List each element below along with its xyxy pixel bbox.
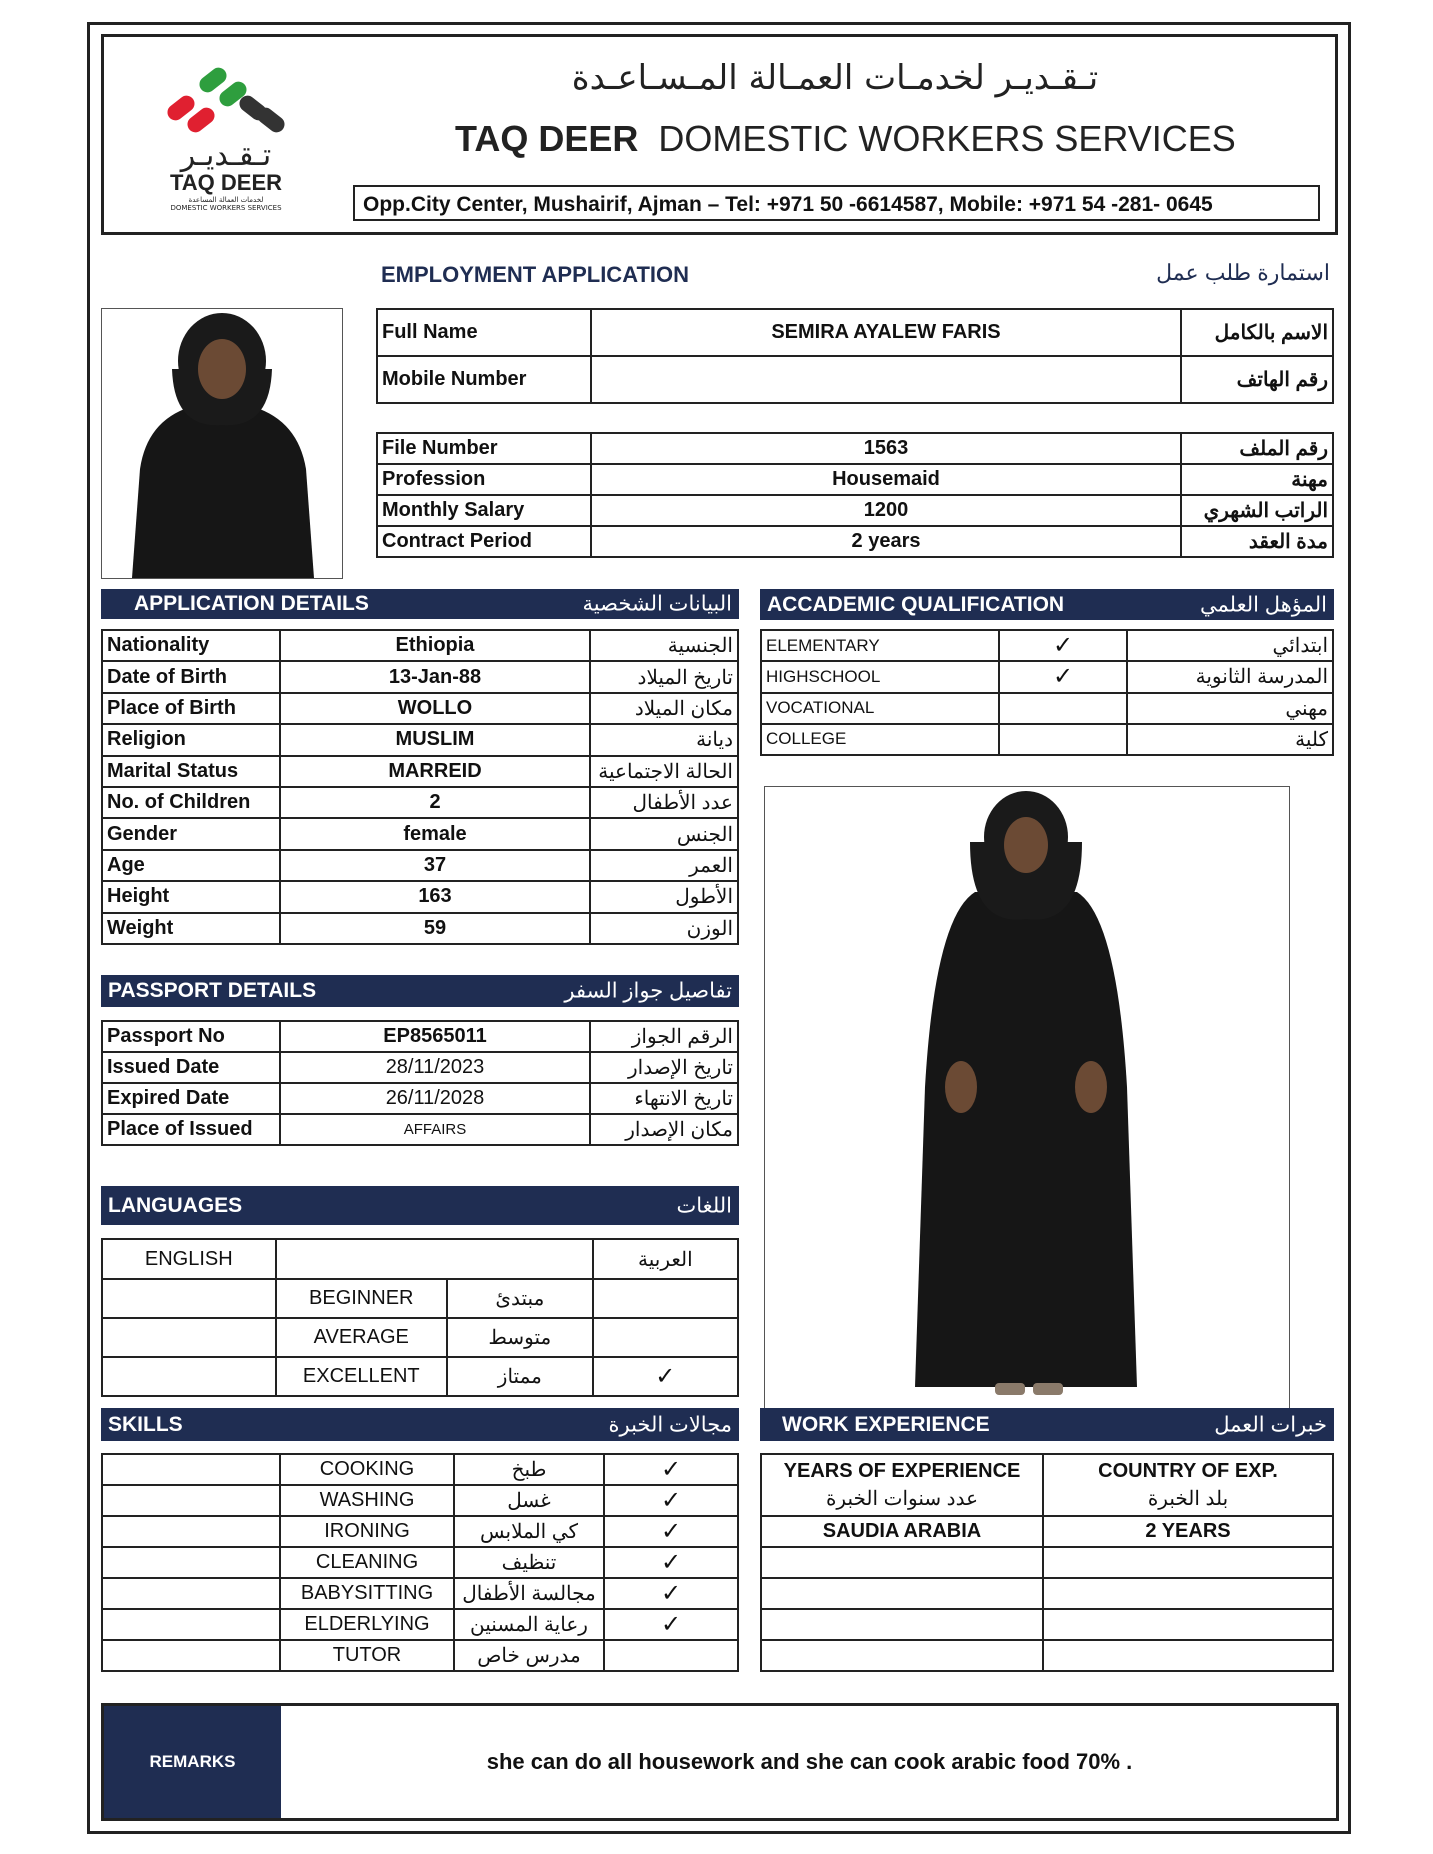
experience-years — [1043, 1609, 1333, 1640]
skill-name: WASHING — [280, 1485, 454, 1516]
skill-name-ar: تنظيف — [454, 1547, 604, 1578]
skill-blank — [102, 1547, 280, 1578]
detail-label: Place of Birth — [102, 693, 280, 724]
detail-label: Nationality — [102, 630, 280, 661]
table-row — [102, 1640, 738, 1671]
passport-title-ar: تفاصيل جواز السفر — [564, 979, 732, 1003]
profession-value: Housemaid — [591, 464, 1181, 495]
detail-label-ar: الحالة الاجتماعية — [590, 756, 738, 787]
experience-years — [1043, 1640, 1333, 1671]
full-name-ar: الاسم بالكامل — [1181, 309, 1333, 356]
table-row — [761, 630, 1333, 661]
academic-title: ACCADEMIC QUALIFICATION — [767, 592, 1065, 616]
experience-years: 2 YEARS — [1043, 1516, 1333, 1547]
detail-label: Height — [102, 881, 280, 912]
table-row — [102, 1279, 738, 1318]
experience-country — [761, 1609, 1043, 1640]
detail-value: Ethiopia — [280, 630, 590, 661]
employment-title-en: EMPLOYMENT APPLICATION — [381, 262, 689, 287]
detail-value: 59 — [280, 913, 590, 944]
experience-country — [761, 1547, 1043, 1578]
skill-check — [604, 1640, 738, 1671]
skill-check: ✓ — [604, 1609, 738, 1640]
table-row — [102, 787, 738, 818]
detail-value: MUSLIM — [280, 724, 590, 755]
table-row — [761, 724, 1333, 755]
application-details-title: APPLICATION DETAILS — [134, 592, 369, 615]
application-details-title-ar: البيانات الشخصية — [582, 592, 732, 616]
work-experience-title: WORK EXPERIENCE — [782, 1412, 990, 1436]
detail-value: 37 — [280, 850, 590, 881]
company-address: Opp.City Center, Mushairif, Ajman – Tel: +971 50 -6614587, Mobile: +971 54 -281- 0645 — [353, 185, 1320, 221]
english-level-check — [102, 1357, 276, 1396]
languages-title: LANGUAGES — [108, 1193, 243, 1217]
detail-value: MARREID — [280, 756, 590, 787]
table-row — [761, 1640, 1333, 1671]
work-experience-table — [760, 1453, 1334, 1672]
employment-title-ar: استمارة طلب عمل — [1156, 260, 1330, 285]
table-row — [761, 1578, 1333, 1609]
profession-ar: مهنة — [1181, 464, 1333, 495]
salary-value: 1200 — [591, 495, 1181, 526]
table-row — [761, 661, 1333, 692]
passport-label: Expired Date — [102, 1083, 280, 1114]
skill-blank — [102, 1485, 280, 1516]
table-row — [102, 1609, 738, 1640]
table-row — [102, 1239, 738, 1279]
qualification-label-ar: مهني — [1127, 693, 1333, 724]
detail-label: Marital Status — [102, 756, 280, 787]
detail-label-ar: العمر — [590, 850, 738, 881]
detail-label: Date of Birth — [102, 661, 280, 692]
file-number-label: File Number — [377, 433, 591, 464]
detail-value: 163 — [280, 881, 590, 912]
experience-years — [1043, 1578, 1333, 1609]
skill-name: ELDERLYING — [280, 1609, 454, 1640]
detail-value: WOLLO — [280, 693, 590, 724]
passport-label-ar: تاريخ الإصدار — [590, 1052, 738, 1083]
detail-label: Gender — [102, 818, 280, 849]
skill-name: IRONING — [280, 1516, 454, 1547]
passport-header — [101, 975, 739, 1007]
work-experience-header — [760, 1408, 1334, 1441]
detail-label: Weight — [102, 913, 280, 944]
language-arabic: العربية — [593, 1239, 738, 1279]
mobile-ar: رقم الهاتف — [1181, 356, 1333, 403]
detail-label-ar: الجنس — [590, 818, 738, 849]
table-row — [102, 818, 738, 849]
skill-name: COOKING — [280, 1454, 454, 1485]
table-row — [377, 495, 1333, 526]
qualification-check: ✓ — [999, 661, 1127, 692]
passport-title: PASSPORT DETAILS — [108, 979, 317, 1002]
detail-label-ar: ديانة — [590, 724, 738, 755]
detail-label-ar: الجنسية — [590, 630, 738, 661]
table-row — [102, 913, 738, 944]
table-row — [102, 756, 738, 787]
qualification-label: ELEMENTARY — [761, 630, 999, 661]
passport-label-ar: الرقم الجواز — [590, 1021, 738, 1052]
academic-header — [760, 589, 1334, 620]
language-level: BEGINNER — [276, 1279, 447, 1318]
full-name-label: Full Name — [377, 309, 591, 356]
file-info-table — [376, 432, 1334, 558]
language-english: ENGLISH — [102, 1239, 276, 1279]
table-row — [102, 1083, 738, 1114]
company-english-title: TAQ DEER DOMESTIC WORKERS SERVICES — [455, 118, 1236, 159]
skill-check: ✓ — [604, 1516, 738, 1547]
salary-ar: الراتب الشهري — [1181, 495, 1333, 526]
top-info-table — [376, 308, 1334, 404]
skill-name: TUTOR — [280, 1640, 454, 1671]
experience-country — [761, 1640, 1043, 1671]
detail-label-ar: الأطول — [590, 881, 738, 912]
skill-blank — [102, 1609, 280, 1640]
mobile-label: Mobile Number — [377, 356, 591, 403]
passport-label: Place of Issued — [102, 1114, 280, 1145]
table-row — [102, 1318, 738, 1357]
country-header: COUNTRY OF EXP. بلد الخبرة — [1043, 1454, 1333, 1516]
skills-title: SKILLS — [108, 1412, 183, 1436]
remarks-label: REMARKS — [104, 1706, 281, 1818]
table-row — [102, 630, 738, 661]
language-level-ar: متوسط — [447, 1318, 593, 1357]
table-row — [102, 1547, 738, 1578]
passport-label: Passport No — [102, 1021, 280, 1052]
skills-header — [101, 1408, 739, 1441]
skill-name-ar: كي الملابس — [454, 1516, 604, 1547]
qualification-label: VOCATIONAL — [761, 693, 999, 724]
language-level: EXCELLENT — [276, 1357, 447, 1396]
skill-name: BABYSITTING — [280, 1578, 454, 1609]
table-row — [761, 1609, 1333, 1640]
skill-blank — [102, 1578, 280, 1609]
languages-header — [101, 1186, 739, 1225]
company-logo — [156, 62, 296, 212]
company-arabic-title: تـقـديـر لخدمـات العمـالة المـسـاعـدة — [571, 58, 1099, 98]
detail-label-ar: الوزن — [590, 913, 738, 944]
arabic-level-check — [593, 1318, 738, 1357]
skill-check: ✓ — [604, 1485, 738, 1516]
full-name-value: SEMIRA AYALEW FARIS — [591, 309, 1181, 356]
language-blank — [276, 1239, 593, 1279]
detail-value: female — [280, 818, 590, 849]
language-level: AVERAGE — [276, 1318, 447, 1357]
contract-value: 2 years — [591, 526, 1181, 557]
skill-name-ar: غسل — [454, 1485, 604, 1516]
skill-check: ✓ — [604, 1547, 738, 1578]
experience-years — [1043, 1547, 1333, 1578]
english-level-check — [102, 1318, 276, 1357]
qualification-label: COLLEGE — [761, 724, 999, 755]
skill-name-ar: مجالسة الأطفال — [454, 1578, 604, 1609]
full-body-photo — [764, 786, 1290, 1410]
detail-label-ar: عدد الأطفال — [590, 787, 738, 818]
table-row — [761, 1516, 1333, 1547]
detail-label-ar: مكان الميلاد — [590, 693, 738, 724]
table-row — [377, 309, 1333, 356]
skill-name-ar: رعاية المسنين — [454, 1609, 604, 1640]
qualification-label: HIGHSCHOOL — [761, 661, 999, 692]
detail-label-ar: تاريخ الميلاد — [590, 661, 738, 692]
skill-blank — [102, 1516, 280, 1547]
logo-arabic-text: تـقـديـر — [180, 138, 272, 173]
passport-value: 26/11/2028 — [280, 1083, 590, 1114]
table-row — [102, 661, 738, 692]
languages-title-ar: اللغات — [676, 1194, 732, 1217]
salary-label: Monthly Salary — [377, 495, 591, 526]
detail-label: Religion — [102, 724, 280, 755]
academic-title-ar: المؤهل العلمي — [1200, 593, 1327, 616]
experience-country: SAUDIA ARABIA — [761, 1516, 1043, 1547]
mobile-value — [591, 356, 1181, 403]
passport-label: Issued Date — [102, 1052, 280, 1083]
skill-name-ar: مدرس خاص — [454, 1640, 604, 1671]
qualification-check — [999, 693, 1127, 724]
profession-label: Profession — [377, 464, 591, 495]
passport-label-ar: مكان الإصدار — [590, 1114, 738, 1145]
contract-label: Contract Period — [377, 526, 591, 557]
file-number-value: 1563 — [591, 433, 1181, 464]
language-level-ar: ممتاز — [447, 1357, 593, 1396]
table-row — [102, 1052, 738, 1083]
table-row — [102, 850, 738, 881]
qualification-label-ar: كلية — [1127, 724, 1333, 755]
detail-value: 2 — [280, 787, 590, 818]
skill-blank — [102, 1640, 280, 1671]
english-level-check — [102, 1279, 276, 1318]
table-row — [102, 1114, 738, 1145]
passport-value: EP8565011 — [280, 1021, 590, 1052]
contract-ar: مدة العقد — [1181, 526, 1333, 557]
table-row — [377, 464, 1333, 495]
table-row — [102, 1516, 738, 1547]
detail-value: 13-Jan-88 — [280, 661, 590, 692]
detail-label: No. of Children — [102, 787, 280, 818]
qualification-label-ar: المدرسة الثانوية — [1127, 661, 1333, 692]
languages-table — [101, 1238, 739, 1397]
table-row — [102, 1578, 738, 1609]
portrait-photo — [101, 308, 343, 579]
skills-table — [101, 1453, 739, 1672]
remarks-text: she can do all housework and she can cook arabic food 70% . — [486, 1749, 1133, 1774]
detail-label: Age — [102, 850, 280, 881]
skill-blank — [102, 1454, 280, 1485]
academic-table — [760, 629, 1334, 756]
logo-tagline: لخدمات العمالة المساعدة DOMESTIC WORKERS SERVICES — [170, 196, 282, 212]
table-row — [377, 356, 1333, 403]
table-row — [377, 433, 1333, 464]
table-row — [102, 1454, 738, 1485]
table-row — [761, 1547, 1333, 1578]
qualification-check — [999, 724, 1127, 755]
skill-name: CLEANING — [280, 1547, 454, 1578]
table-row — [377, 526, 1333, 557]
experience-country — [761, 1578, 1043, 1609]
table-row — [102, 724, 738, 755]
qualification-check: ✓ — [999, 630, 1127, 661]
arabic-level-check: ✓ — [593, 1357, 738, 1396]
skill-check: ✓ — [604, 1454, 738, 1485]
table-row — [102, 1357, 738, 1396]
table-row — [761, 1454, 1333, 1516]
table-row — [102, 1021, 738, 1052]
arabic-level-check — [593, 1279, 738, 1318]
skill-check: ✓ — [604, 1578, 738, 1609]
passport-label-ar: تاريخ الانتهاء — [590, 1083, 738, 1114]
qualification-label-ar: ابتدائي — [1127, 630, 1333, 661]
skill-name-ar: طبخ — [454, 1454, 604, 1485]
years-header: YEARS OF EXPERIENCE عدد سنوات الخبرة — [761, 1454, 1043, 1516]
skills-title-ar: مجالات الخبرة — [608, 1413, 732, 1436]
logo-english-text: TAQ DEER — [169, 170, 283, 195]
work-experience-title-ar: خبرات العمل — [1214, 1413, 1327, 1436]
application-details-table — [101, 629, 739, 945]
language-level-ar: مبتدئ — [447, 1279, 593, 1318]
file-number-ar: رقم الملف — [1181, 433, 1333, 464]
passport-table — [101, 1020, 739, 1146]
table-row — [102, 693, 738, 724]
table-row — [761, 693, 1333, 724]
passport-value: AFFAIRS — [280, 1114, 590, 1145]
passport-value: 28/11/2023 — [280, 1052, 590, 1083]
table-row — [102, 1485, 738, 1516]
application-details-header — [101, 589, 739, 619]
table-row — [102, 881, 738, 912]
